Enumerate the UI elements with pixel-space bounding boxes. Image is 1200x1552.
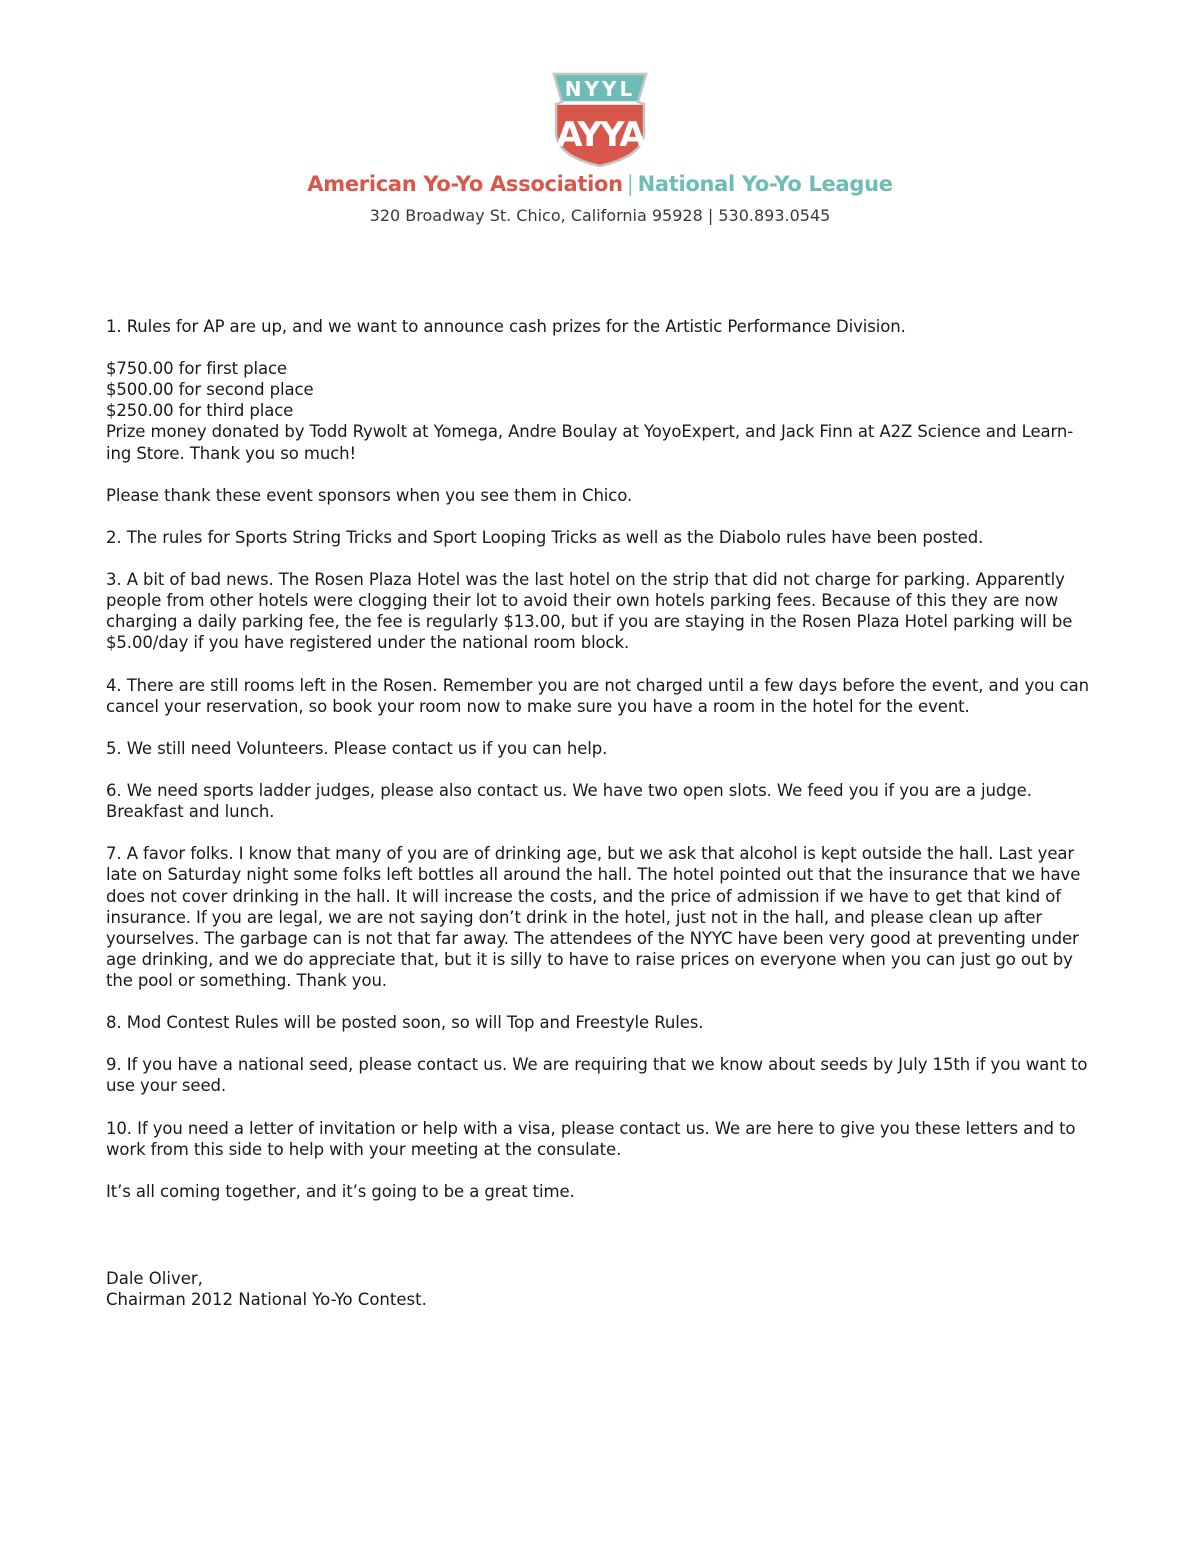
closing-line: It’s all coming together, and it’s going to be a great time. [106, 1181, 575, 1201]
organization-line [0, 172, 1200, 196]
org-primary-name: American Yo-Yo Association [307, 172, 623, 196]
signer-name: Dale Oliver, [106, 1269, 203, 1288]
logo-bottom-text: AYYA [556, 115, 644, 155]
item-7-paragraph: 7. A favor folks. I know that many of you are of drinking age, but we ask that alcohol is kept outside the hall. Last year late on Saturday night some folks left bottles all around the hall. The hotel pointed out that the insurance that we have does not cover drinking in the hall. It will increase the costs, and the price of admission if we have to get that kind of insurance. If you are legal, we are not saying don’t drink in the hotel, just not in the hall, and please clean up after yourselves. The garbage can is not that far away. The attendees of the NYYC have been very good at preventing under age drinking, and we do appreciate that, but it is silly to have to raise prices on everyone when you can just go out by the pool or something. Thank you. [106, 844, 1081, 990]
logo-top-text: NYYL [564, 77, 636, 101]
nyyl-ayya-logo [548, 68, 652, 168]
item-4-paragraph: 4. There are still rooms left in the Rosen. Remember you are not charged until a few days before the event, and you can cancel your reservation, so book your room now to make sure you have a room in the hotel for the event. [106, 675, 1089, 716]
letter-body [106, 316, 1096, 1223]
prize-second: $500.00 for second place [106, 380, 314, 400]
item-10-paragraph: 10. If you need a letter of invitation or help with a visa, please contact us. We are here to give you these letters and to work from this side to help with your meeting at the consulate. [106, 1118, 1076, 1159]
item-1-paragraph: 1. Rules for AP are up, and we want to announce cash prizes for the Artistic Performance Division. [106, 317, 906, 336]
signer-title: Chairman 2012 National Yo-Yo Contest. [106, 1290, 427, 1310]
item-8-paragraph: 8. Mod Contest Rules will be posted soon, so will Top and Freestyle Rules. [106, 1013, 704, 1033]
item-5-paragraph: 5. We still need Volunteers. Please contact us if you can help. [106, 738, 608, 758]
item-2-paragraph: 2. The rules for Sports String Tricks and Sport Looping Tricks as well as the Diabolo rules have been posted. [106, 527, 984, 547]
org-separator: | [626, 172, 634, 196]
item-6-paragraph: 6. We need sports ladder judges, please also contact us. We have two open slots. We feed you if you are a judge. Breakfast and lunch. [106, 781, 1032, 822]
thank-sponsors: Please thank these event sponsors when you see them in Chico. [106, 485, 633, 505]
signature-block [106, 1268, 427, 1310]
org-secondary-name: National Yo-Yo League [637, 172, 893, 196]
prize-third: $250.00 for third place [106, 401, 294, 421]
prize-first: $750.00 for first place [106, 359, 287, 379]
org-address: 320 Broadway St. Chico, California 95928 | 530.893.0545 [369, 206, 831, 225]
item-3-paragraph: 3. A bit of bad news. The Rosen Plaza Hotel was the last hotel on the strip that did not charge for parking. Apparently people from other hotels were clogging their lot to avoid their own hotels parking fees. Because of this they are now charging a daily parking fee, the fee is regularly $13.00, but if you are staying in the Rosen Plaza Hotel parking will be $5.00/day if you have registered under the national room block. [106, 570, 1073, 653]
item-9-paragraph: 9. If you have a national seed, please contact us. We are requiring that we know about seeds by July 15th if you want to use your seed. [106, 1055, 1088, 1096]
prize-donors: Prize money donated by Todd Rywolt at Yomega, Andre Boulay at YoyoExpert, and Jack Finn at A2Z Science and Learn-ing Store. Thank you so much! [106, 422, 1074, 463]
